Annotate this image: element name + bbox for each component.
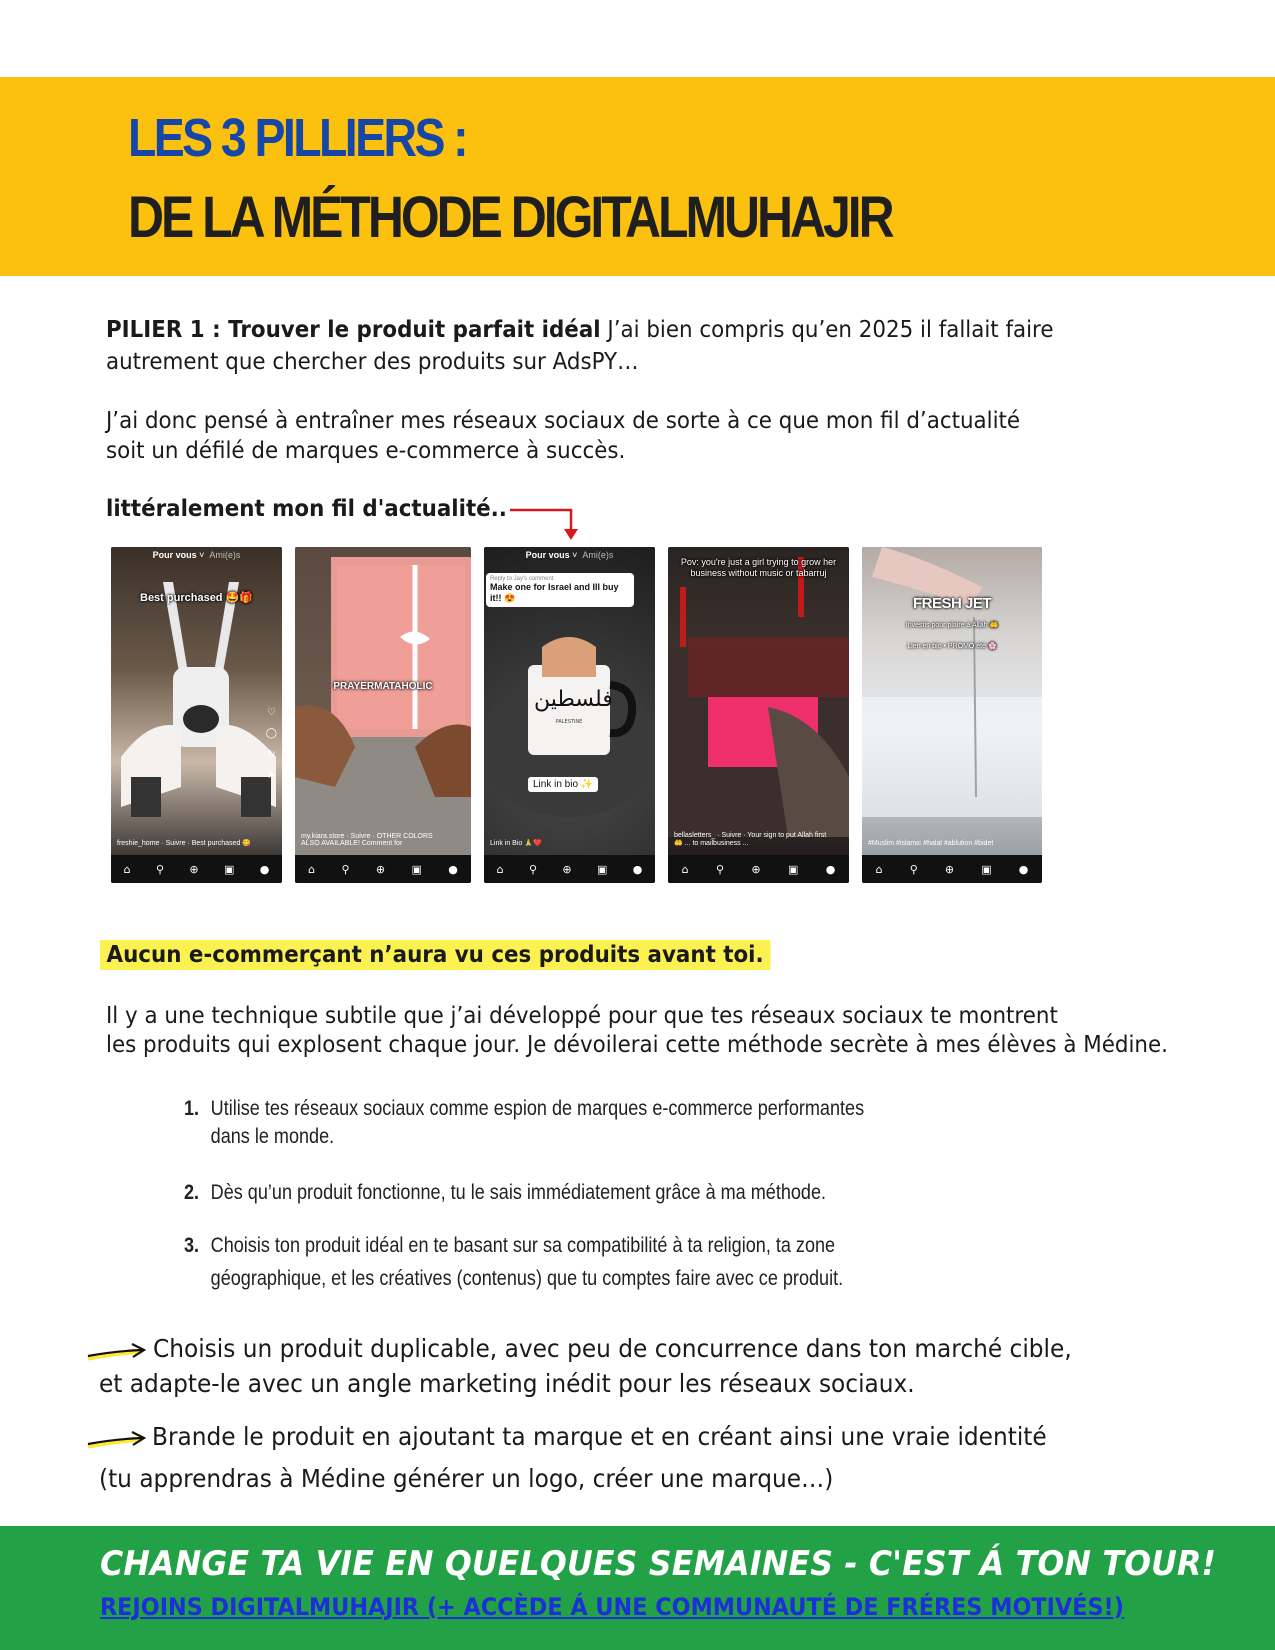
search-icon: ⚲: [716, 862, 725, 876]
profile-icon: ●: [632, 862, 643, 876]
screenshot-1-image: [111, 547, 282, 855]
search-icon: ⚲: [341, 862, 350, 876]
home-icon: ⌂: [875, 862, 883, 876]
pillar1-line-2: autrement que chercher des produits sur AdsPY…: [106, 349, 639, 375]
screenshot-1-overlay: Best purchased 🤩🎁: [140, 592, 253, 604]
comment-icon: ◯: [265, 728, 277, 739]
pillar1-line-1: [106, 315, 1054, 346]
screenshot-3-caption: Link in Bio 🙏❤️: [490, 840, 542, 847]
screenshot-4-caption: bellasletters_ · Suivre · Your sign to put Allah first 🤲 ... to mailbusiness ...: [674, 832, 827, 847]
title-line-2: DE LA MÉTHODE DIGITALMUHAJIR: [128, 185, 892, 250]
screenshot-1-caption: freshie_home · Suivre · Best purchased 😋: [117, 840, 251, 847]
red-arrow-icon: [508, 500, 578, 544]
footer-title: CHANGE TA VIE EN QUELQUES SEMAINES - C'EST Á TON TOUR!: [100, 1544, 1217, 1584]
feed-screenshot-1: [111, 547, 282, 883]
share-icon: ↻: [267, 749, 276, 760]
home-icon: ⌂: [308, 862, 316, 876]
screenshot-5-navbar: [862, 855, 1042, 883]
screenshot-5-caption: #Muslim #islamic #halal #ablution #bidet: [868, 840, 994, 847]
screenshot-1-actions: [266, 707, 277, 781]
screenshot-4-overlay: Pov: you're just a girl trying to grow her business without music or tabarruj: [680, 557, 837, 578]
screenshot-5-overlay-2: Investis pour plaire à Allah 🤲: [905, 622, 999, 629]
reels-icon: ▣: [596, 862, 608, 876]
screenshot-3-navbar: [484, 855, 655, 883]
add-icon: ⊕: [562, 862, 572, 876]
technique-line-1: Il y a une technique subtile que j’ai développé pour que tes réseaux sociaux te montrent: [106, 1003, 1058, 1029]
profile-icon: ●: [448, 862, 458, 876]
mug-sub-text: PALESTINE: [555, 719, 583, 725]
tip-1-line-2: et adapte-le avec un angle marketing inédit pour les réseaux sociaux.: [99, 1369, 915, 1398]
screenshot-5-overlay: FRESH JET: [912, 595, 991, 612]
profile-icon: ●: [259, 862, 270, 876]
screenshot-4-navbar: [668, 855, 849, 883]
feed-label: littéralement mon fil d'actualité..: [106, 496, 507, 522]
pillar1-para2-line-2: soit un défilé de marques e-commerce à succès.: [106, 438, 626, 464]
search-icon: ⚲: [156, 862, 165, 876]
title-line-1: LES 3 PILLIERS :: [128, 108, 467, 168]
screenshot-2-overlay: PRAYERMATAHOLIC: [333, 681, 433, 692]
reply-comment-card: Reply to Jay's comment Make one for Israel and Ill buy it!! 😍: [486, 573, 634, 607]
screenshot-2-caption: my.kiara.store · Suivre · OTHER COLORS ALSO AVAILABLE! Comment for: [301, 833, 433, 847]
profile-icon: ●: [1018, 862, 1029, 876]
home-icon: ⌂: [123, 862, 131, 876]
home-icon: ⌂: [496, 862, 504, 876]
screenshot-5-image: [862, 547, 1042, 855]
tip-2-line-2: (tu apprendras à Médine générer un logo, créer une marque…): [99, 1464, 834, 1493]
reels-icon: ▣: [981, 862, 992, 876]
tip-2-line-1: Brande le produit en ajoutant ta marque et en créant ainsi une vraie identité: [152, 1422, 1047, 1451]
arrow-right-icon: [86, 1430, 148, 1452]
join-link[interactable]: REJOINS DIGITALMUHAJIR (+ ACCÈDE Á UNE COMMUNAUTÉ DE FRÉRES MOTIVÉS!): [100, 1593, 1124, 1621]
screenshot-2-navbar: [295, 855, 471, 883]
feed-screenshot-2: [295, 547, 471, 883]
pillar1-line-1-rest: J’ai bien compris qu’en 2025 il fallait faire: [600, 317, 1054, 343]
screenshot-2-image: [295, 547, 471, 855]
technique-line-2: les produits qui explosent chaque jour. Je dévoilerai cette méthode secrète à mes élèves à Médine.: [106, 1032, 1168, 1058]
screenshot-3-image: [484, 547, 655, 855]
packaging-graphic: [668, 547, 849, 855]
add-icon: ⊕: [189, 862, 199, 876]
add-icon: ⊕: [944, 862, 955, 876]
send-icon: ➤: [267, 770, 276, 781]
screenshot-4-image: [668, 547, 849, 855]
reels-icon: ▣: [223, 862, 235, 876]
prayer-mat-graphic: [295, 547, 471, 855]
tip-1-line-1: Choisis un produit duplicable, avec peu de concurrence dans ton marché cible,: [153, 1334, 1072, 1363]
screenshot-5-overlay-3: Lien en bio • PROMO été 🌸: [907, 643, 997, 650]
arrow-right-icon: [86, 1342, 148, 1364]
feed-screenshot-5: [862, 547, 1042, 883]
like-icon: ♡: [266, 707, 276, 718]
link-in-bio-sticker: Link in bio ✨: [528, 777, 598, 792]
search-icon: ⚲: [529, 862, 538, 876]
add-icon: ⊕: [375, 862, 386, 876]
screenshot-1-navbar: [111, 855, 282, 883]
home-icon: ⌂: [681, 862, 689, 876]
profile-icon: ●: [825, 862, 836, 876]
add-icon: ⊕: [751, 862, 761, 876]
mug-arabic-text: فلسطين: [534, 687, 613, 712]
search-icon: ⚲: [909, 862, 918, 876]
screenshot-3-tabs: Pour vous ˅ Ami(e)s: [525, 550, 614, 560]
reels-icon: ▣: [787, 862, 799, 876]
pillar1-heading: PILIER 1 : Trouver le produit parfait idéal: [106, 317, 601, 343]
pillar1-para2-line-1: J’ai donc pensé à entraîner mes réseaux sociaux de sorte à ce que mon fil d’actualité: [106, 408, 1021, 434]
feed-screenshot-4: [668, 547, 849, 883]
highlight-statement: Aucun e-commerçant n’aura vu ces produits avant toi.: [100, 940, 770, 970]
bidet-graphic: [862, 547, 1042, 855]
reels-icon: ▣: [411, 862, 422, 876]
feed-screenshot-3: [484, 547, 655, 883]
screenshot-1-tabs: Pour vous ˅ Ami(e)s: [152, 550, 241, 560]
